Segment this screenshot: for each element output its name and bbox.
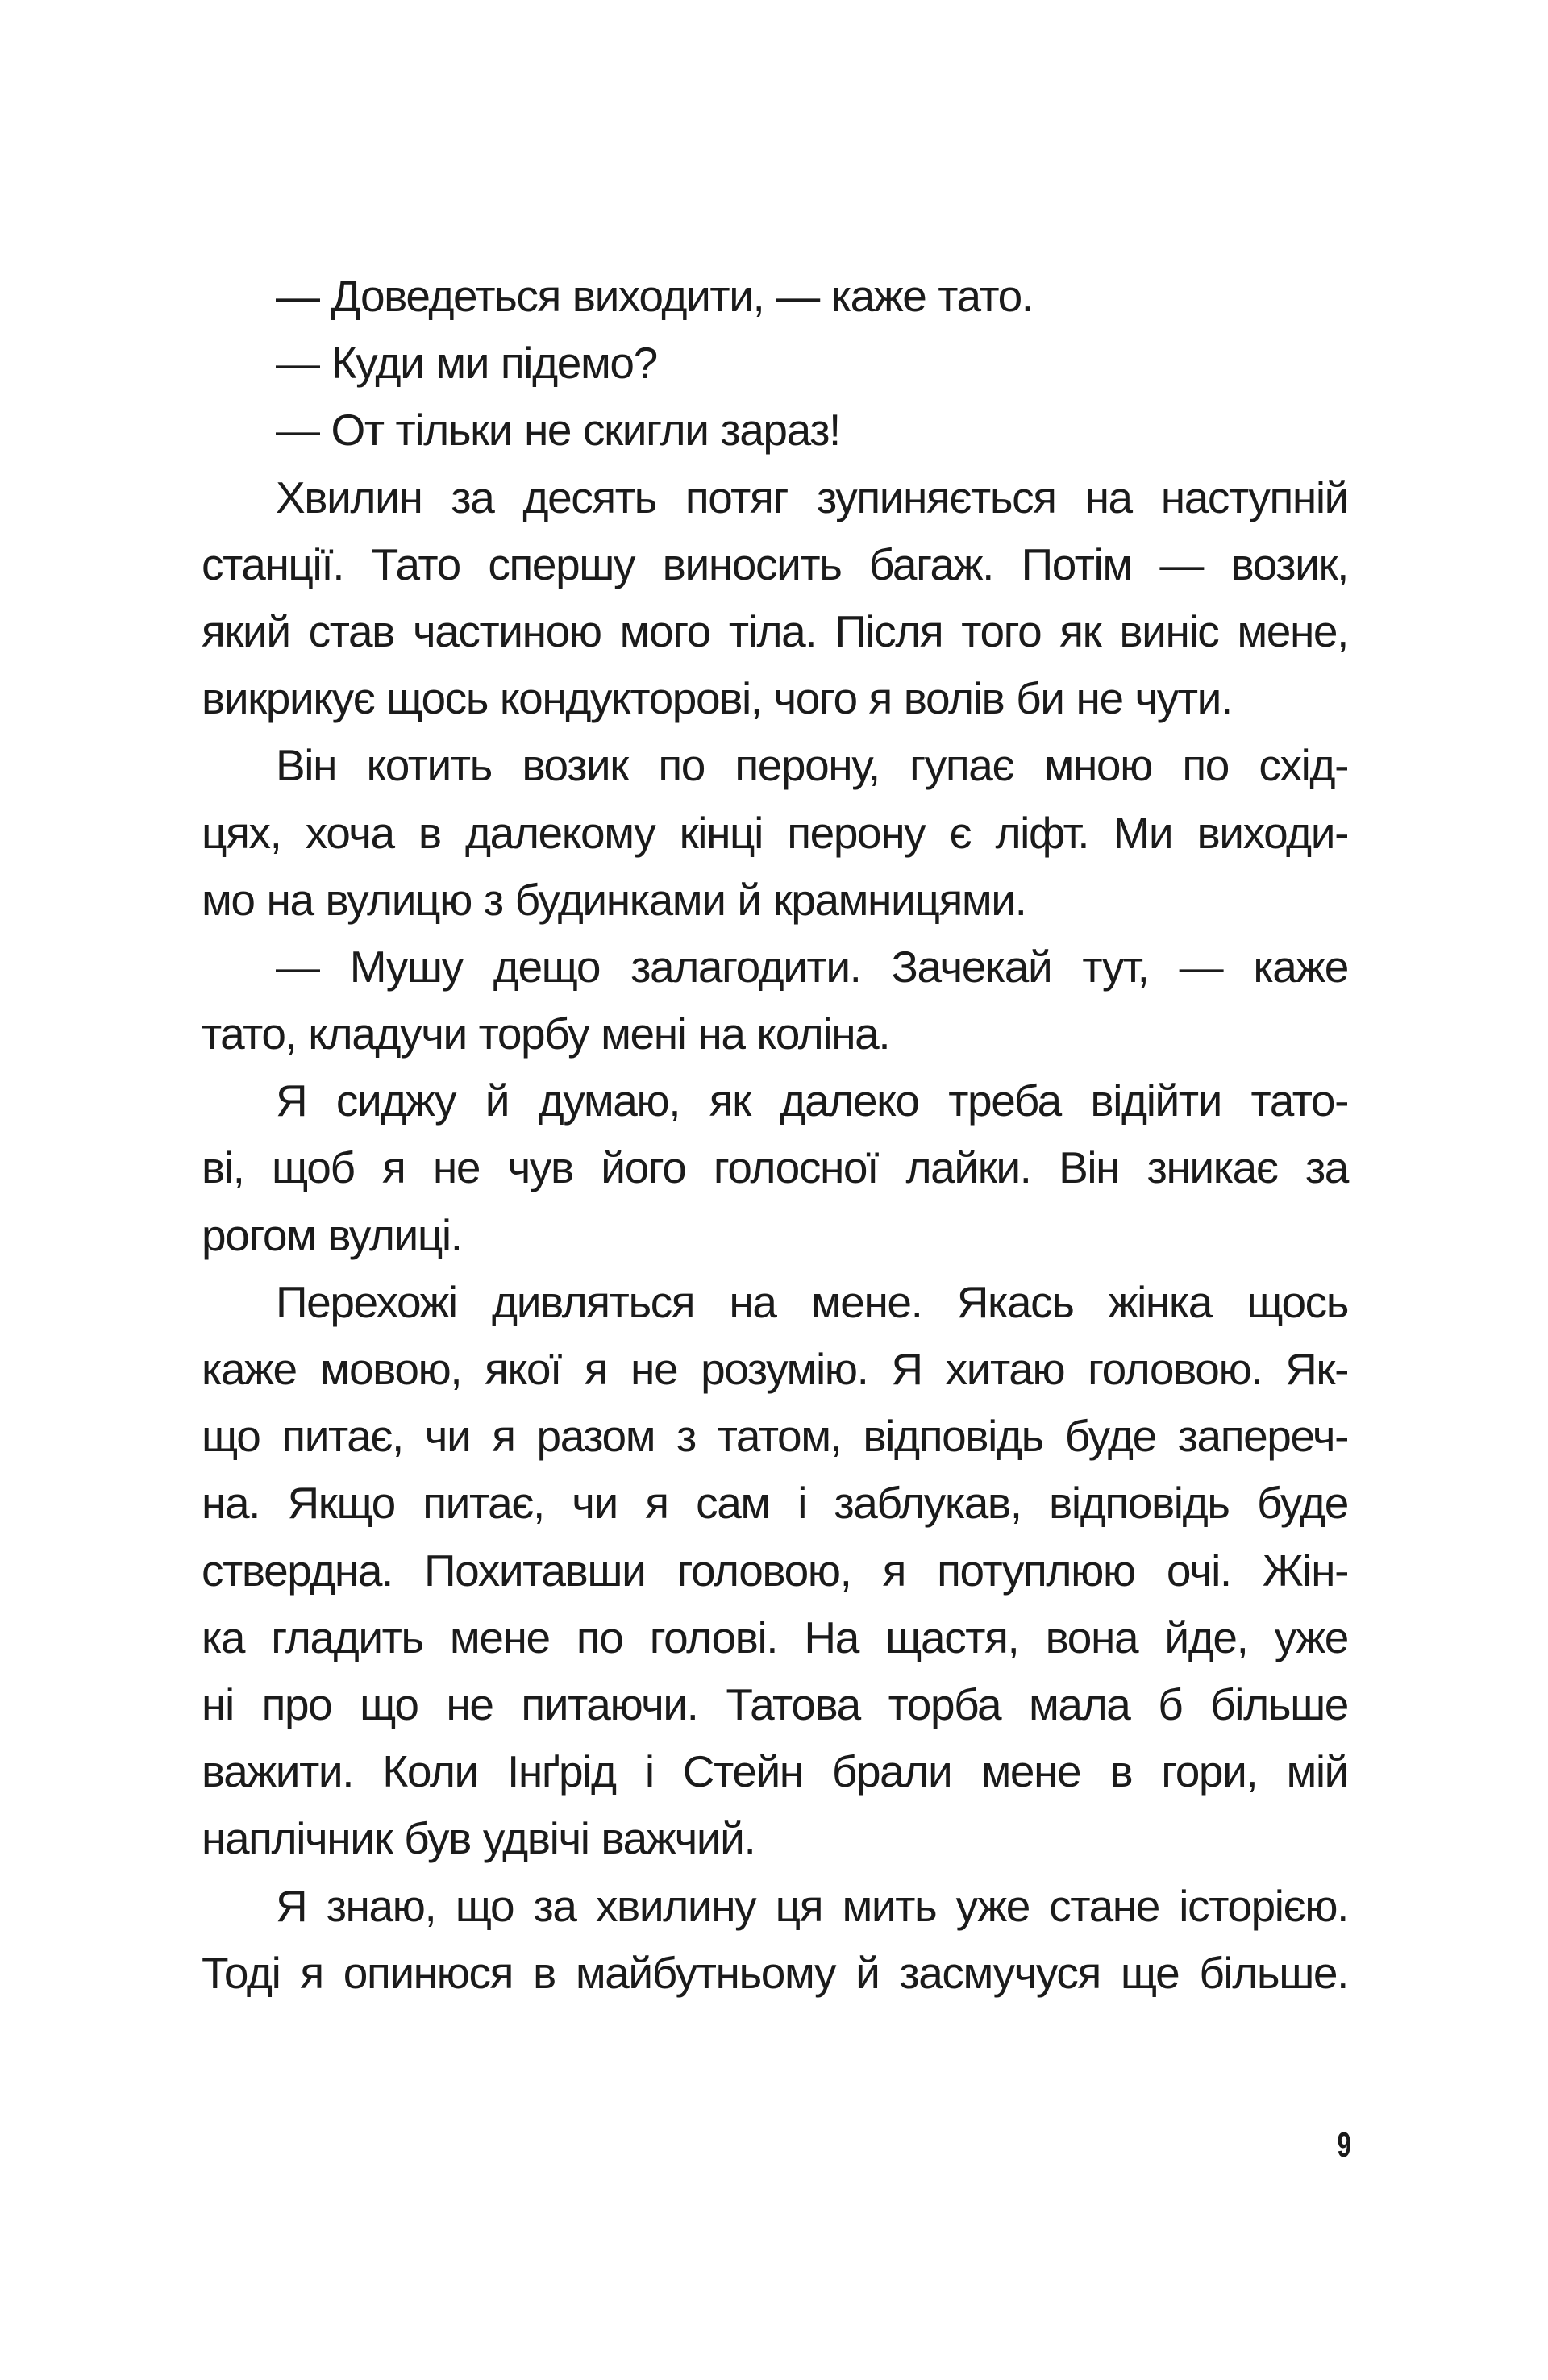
text-line: цях, хоча в далекому кінці перону є ліфт. Ми виходи- xyxy=(202,807,1348,858)
text-line: Хвилин за десять потяг зупиняється на наступній xyxy=(276,472,1348,522)
text-line: — От тільки не скигли зараз! xyxy=(276,405,840,456)
text-line: Я знаю, що за хвилину ця мить уже стане історією. xyxy=(276,1880,1348,1931)
text-line: ствердна. Похитавши головою, я потуплюю очі. Жін- xyxy=(202,1545,1348,1596)
text-line: каже мовою, якої я не розумію. Я хитаю головою. Як- xyxy=(202,1344,1348,1394)
text-line: що питає, чи я разом з татом, відповідь буде запереч- xyxy=(202,1411,1348,1462)
text-line: ві, щоб я не чув його голосної лайки. Він зникає за xyxy=(202,1142,1348,1193)
text-line: — Куди ми підемо? xyxy=(276,338,657,389)
body-text xyxy=(202,263,1348,2007)
text-line: Перехожі дивляться на мене. Якась жінка щось xyxy=(276,1276,1348,1327)
text-line: ні про що не питаючи. Татова торба мала б більше xyxy=(202,1679,1348,1729)
text-line: Я сиджу й думаю, як далеко треба відійти тато- xyxy=(276,1076,1348,1126)
text-line: викрикує щось кондукторові, чого я волів би не чути. xyxy=(202,673,1232,724)
text-line: тато, кладучи торбу мені на коліна. xyxy=(202,1009,890,1059)
text-line: — Доведеться виходити, — каже тато. xyxy=(276,271,1033,321)
text-line: на. Якщо питає, чи я сам і заблукав, відповідь буде xyxy=(202,1478,1348,1529)
text-line: який став частиною мого тіла. Після того як виніс мене, xyxy=(202,605,1348,656)
text-line: мо на вулицю з будинками й крамницями. xyxy=(202,874,1026,925)
text-line: — Мушу дещо залагодити. Зачекай тут, — каже xyxy=(276,941,1348,992)
text-line: ка гладить мене по голові. На щастя, вона йде, уже xyxy=(202,1612,1348,1662)
text-line: Тоді я опинюся в майбутньому й засмучуся ще більше. xyxy=(202,1947,1348,1998)
page-number: 9 xyxy=(1337,2125,1351,2165)
text-line: наплічник був удвічі важчий. xyxy=(202,1813,755,1864)
text-line: Він котить возик по перону, гупає мною по схід- xyxy=(276,740,1348,791)
text-line: важити. Коли Інґрід і Стейн брали мене в гори, мій xyxy=(202,1746,1348,1797)
text-line: рогом вулиці. xyxy=(202,1209,462,1260)
text-line: станції. Тато спершу виносить багаж. Потім — возик, xyxy=(202,539,1348,589)
